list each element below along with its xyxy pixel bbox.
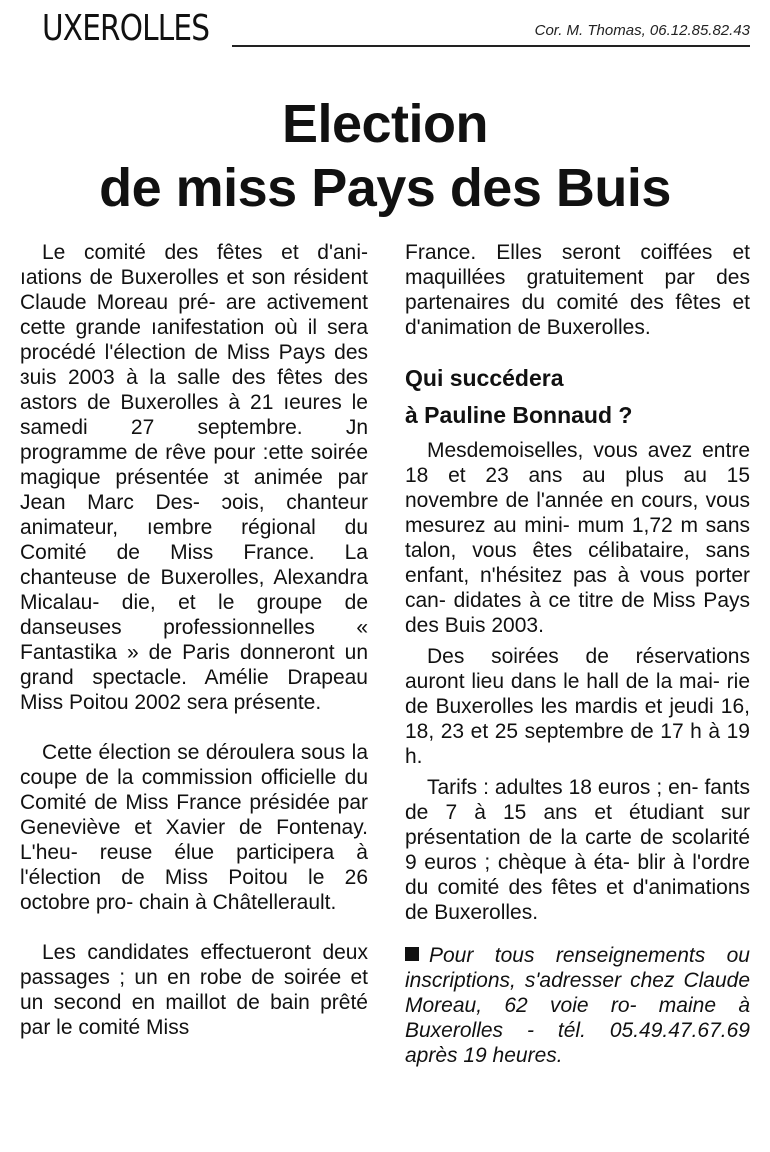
- paragraph-passages: Les candidates effectueront deux passages ; un en robe de soirée et un second en maillot de bain prêté par le comité Miss: [20, 941, 368, 1039]
- header-rule: [232, 45, 750, 47]
- paragraph-commission: Cette élection se déroulera sous la coupe de la commission officielle du Comité de Miss France présidée par Geneviève et Xavier de Fontenay. L'heu- reuse élue participera à l'élection de Miss Poitou le 26 octobre pro- chain à Châtellerault.: [20, 741, 368, 914]
- paragraph-prices: Tarifs : adultes 18 euros ; en- fants de 7 à 15 ans et étudiant sur présentation de la carte de scolarité 9 euros ; chèque à éta- blir à l'ordre du comité des fêtes et d'animations de Buxerolles.: [405, 776, 750, 924]
- subhead-line-1: Qui succédera: [405, 365, 564, 391]
- black-square-icon: [405, 947, 419, 961]
- subhead-line-2: à Pauline Bonnaud ?: [405, 402, 633, 428]
- right-column: [405, 240, 750, 1068]
- paragraph-reservations: Des soirées de réservations auront lieu dans le hall de la mai- rie de Buxerolles les mardis et jeudi 16, 18, 23 et 25 septembre de 17 h à 19 h.: [405, 645, 750, 768]
- page-header: [42, 8, 750, 50]
- town-name: UXEROLLES: [42, 8, 210, 49]
- info-paragraph: [405, 943, 750, 1068]
- headline-line-1: Election: [281, 94, 489, 154]
- article-headline: [0, 92, 770, 220]
- section-subhead: [405, 360, 750, 434]
- paragraph-continuation: France. Elles seront coiffées et maquillées gratuitement par des partenaires du comité des fêtes et d'animation de Buxerolles.: [405, 241, 750, 339]
- paragraph-eligibility: Mesdemoiselles, vous avez entre 18 et 23 ans au plus au 15 novembre de l'année en cours, vous mesurez au mini- mum 1,72 m sans talon, vous êtes célibataire, sans enfant, n'hésitez pas à vous porter can- didates à ce titre de Miss Pays des Buis 2003.: [405, 439, 750, 637]
- correspondent-line: Cor. M. Thomas, 06.12.85.82.43: [534, 22, 750, 39]
- left-column: [20, 240, 368, 1040]
- info-text: Pour tous renseignements ou inscriptions, s'adresser chez Claude Moreau, 62 voie ro- maine à Buxerolles - tél. 05.49.47.67.69 après 19 heures.: [405, 944, 750, 1067]
- paragraph-intro: Le comité des fêtes et d'ani- ıations de Buxerolles et son résident Claude Moreau pré- are activement cette grande ıanifestation où il sera procédé l'élection de Miss Pays des ɜuis 2003 à la salle des fêtes des astors de Buxerolles à 21 ıeures le samedi 27 septembre. Jn programme de rêve pour :ette soirée magique présentée ɜt animée par Jean Marc Des- ɔois, chanteur animateur, ıembre régional du Comité de Miss France. La chanteuse de Buxerolles, Alexandra Micalau- die, et le groupe de danseuses professionnelles « Fantastika » de Paris donneront un grand spectacle. Amélie Drapeau Miss Poitou 2002 sera présente.: [20, 241, 368, 714]
- headline-line-2: de miss Pays des Buis: [99, 158, 671, 218]
